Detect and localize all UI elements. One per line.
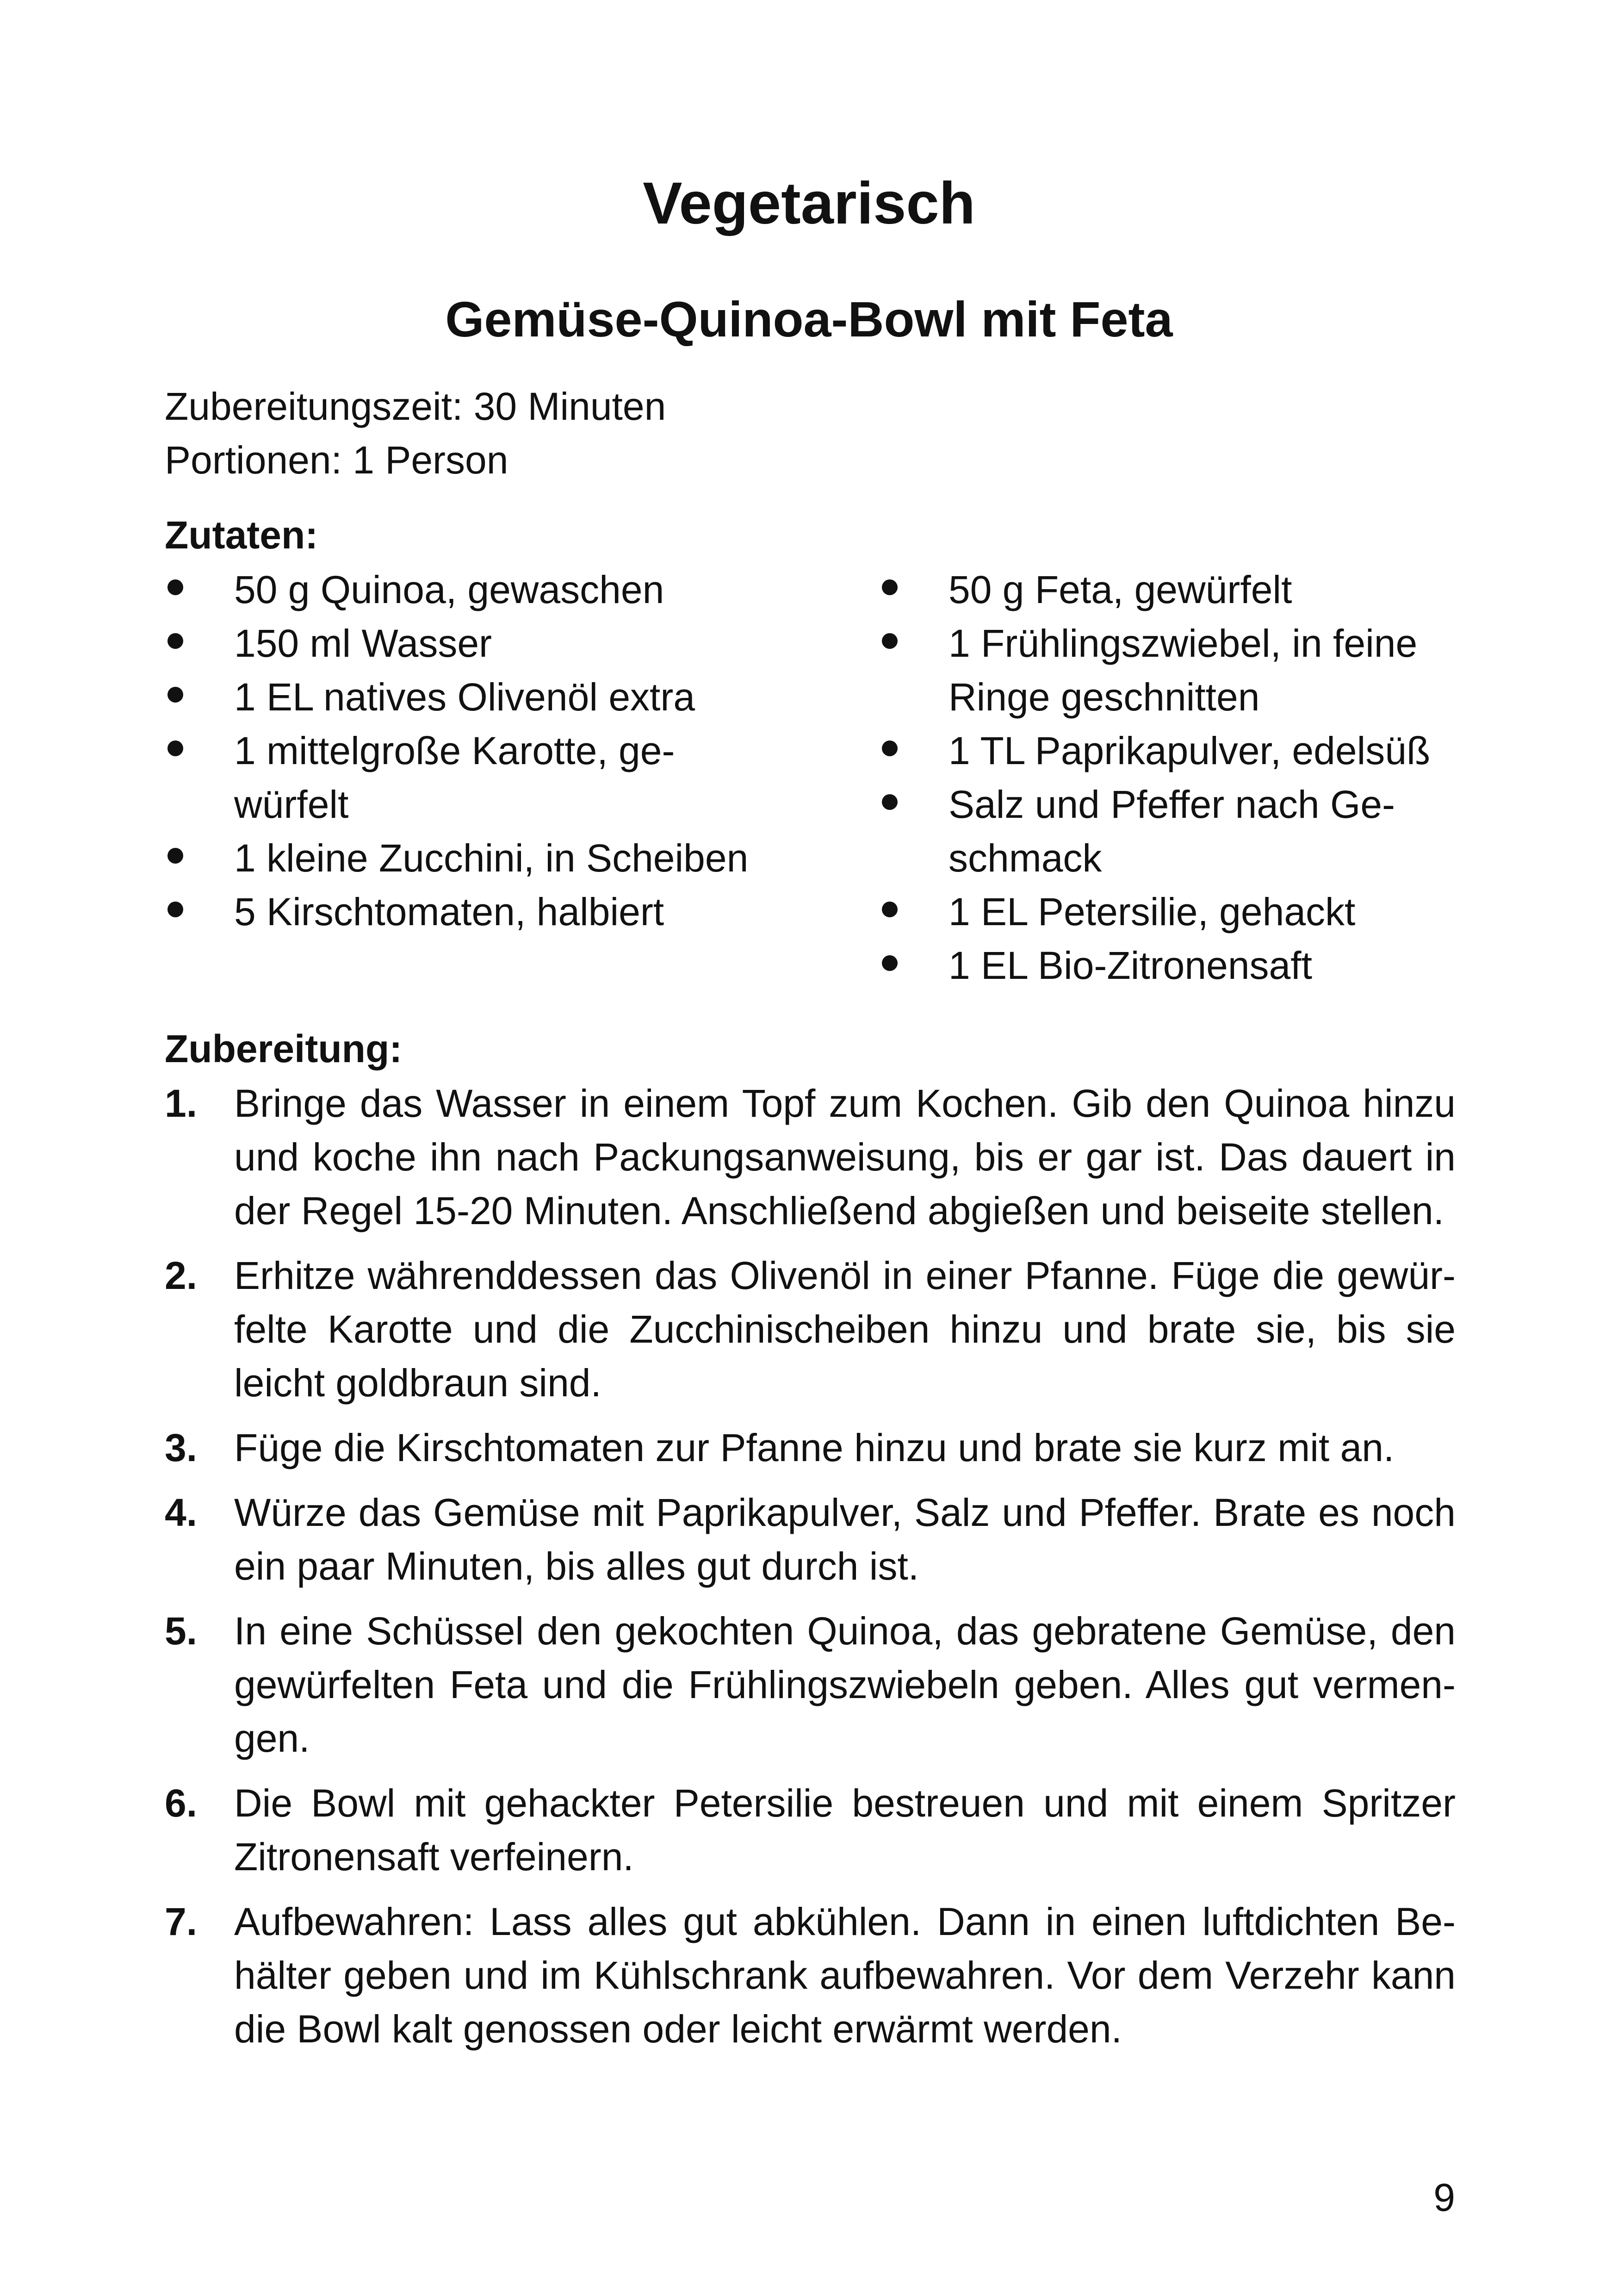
ingredient-item: 1 TL Paprikapulver, edelsüß bbox=[879, 724, 1490, 778]
ingredients-heading: Zutaten: bbox=[165, 513, 318, 557]
step-item bbox=[165, 1604, 1456, 1765]
preparation-heading: Zubereitung: bbox=[165, 1027, 403, 1070]
prep-time: Zubereitungszeit: 30 Minuten bbox=[165, 385, 666, 428]
step-item bbox=[165, 1249, 1456, 1410]
step-number: 6. bbox=[165, 1781, 198, 1825]
ingredient-item: 50 g Quinoa, gewaschen bbox=[165, 563, 775, 616]
bullet-icon bbox=[167, 848, 183, 864]
step-item bbox=[165, 1076, 1456, 1238]
bullet-icon bbox=[167, 687, 183, 703]
ingredient-item: 50 g Feta, gewürfelt bbox=[879, 563, 1490, 616]
step-item bbox=[165, 1421, 1456, 1475]
bullet-icon bbox=[882, 579, 898, 595]
section-title: Vegetarisch bbox=[643, 170, 975, 236]
step-text: Erhitze währenddessen das Olivenöl in einer Pfanne. Füge die gewürfelte Karotte und die Zucchinischeiben hinzu und brate sie, bis sie leicht goldbraun sind. bbox=[234, 1254, 1456, 1405]
bullet-icon bbox=[882, 740, 898, 756]
step-number: 7. bbox=[165, 1900, 198, 1943]
ingredient-item: 1 EL Bio-Zitronensaft bbox=[879, 939, 1490, 992]
step-text: Füge die Kirschtomaten zur Pfanne hinzu und brate sie kurz mit an. bbox=[234, 1426, 1395, 1469]
ingredient-item: 1 EL Petersilie, gehackt bbox=[879, 885, 1490, 939]
step-text: Würze das Gemüse mit Paprikapulver, Salz und Pfeffer. Brate es noch ein paar Minuten, bis alles gut durch ist. bbox=[234, 1491, 1456, 1588]
recipe-title: Gemüse-Quinoa-Bowl mit Feta bbox=[445, 291, 1173, 347]
bullet-icon bbox=[882, 902, 898, 917]
step-number: 1. bbox=[165, 1082, 198, 1125]
step-text: Aufbewahren: Lass alles gut abkühlen. Dann in einen luftdichten Behälter geben und im Kühlschrank aufbewahren. Vor dem Verzehr kann die Bowl kalt genossen oder leicht erwärmt werden. bbox=[234, 1900, 1456, 2051]
step-item bbox=[165, 1776, 1456, 1884]
ingredient-item: 150 ml Wasser bbox=[165, 616, 775, 670]
bullet-icon bbox=[167, 579, 183, 595]
step-text: Bringe das Wasser in einem Topf zum Kochen. Gib den Quinoa hinzu und koche ihn nach Packungsanweisung, bis er gar ist. Das dauert in der Regel 15-20 Minuten. Anschließend abgießen und beiseite stellen. bbox=[234, 1082, 1456, 1232]
ingredient-item: 5 Kirschtomaten, halbiert bbox=[165, 885, 775, 939]
ingredient-item: 1 mittelgroße Karotte, gewürfelt bbox=[165, 724, 775, 831]
bullet-icon bbox=[882, 955, 898, 971]
ingredient-item: 1 Frühlingszwiebel, in feine Ringe geschnitten bbox=[879, 616, 1490, 724]
ingredients-list-right bbox=[879, 563, 1490, 992]
step-item bbox=[165, 1895, 1456, 2056]
step-number: 2. bbox=[165, 1254, 198, 1297]
bullet-icon bbox=[882, 794, 898, 810]
step-text: In eine Schüssel den gekochten Quinoa, das gebratene Gemüse, den gewürfelten Feta und die Frühlingszwiebeln geben. Alles gut vermengen. bbox=[234, 1609, 1456, 1760]
ingredient-item: 1 EL natives Olivenöl extra bbox=[165, 670, 775, 724]
step-text: Die Bowl mit gehackter Petersilie bestreuen und mit einem Spritzer Zitronensaft verfeinern. bbox=[234, 1781, 1456, 1879]
recipe-meta bbox=[165, 380, 666, 487]
ingredients-list-left bbox=[165, 563, 775, 939]
bullet-icon bbox=[882, 633, 898, 649]
bullet-icon bbox=[167, 902, 183, 917]
step-item bbox=[165, 1486, 1456, 1593]
bullet-icon bbox=[167, 740, 183, 756]
step-number: 4. bbox=[165, 1491, 198, 1534]
preparation-steps bbox=[165, 1076, 1456, 2067]
bullet-icon bbox=[167, 633, 183, 649]
page-number: 9 bbox=[1433, 2176, 1455, 2219]
step-number: 5. bbox=[165, 1609, 198, 1653]
ingredient-item: Salz und Pfeffer nach Geschmack bbox=[879, 778, 1490, 885]
step-number: 3. bbox=[165, 1426, 198, 1469]
servings: Portionen: 1 Person bbox=[165, 438, 508, 482]
ingredient-item: 1 kleine Zucchini, in Scheiben bbox=[165, 831, 775, 885]
